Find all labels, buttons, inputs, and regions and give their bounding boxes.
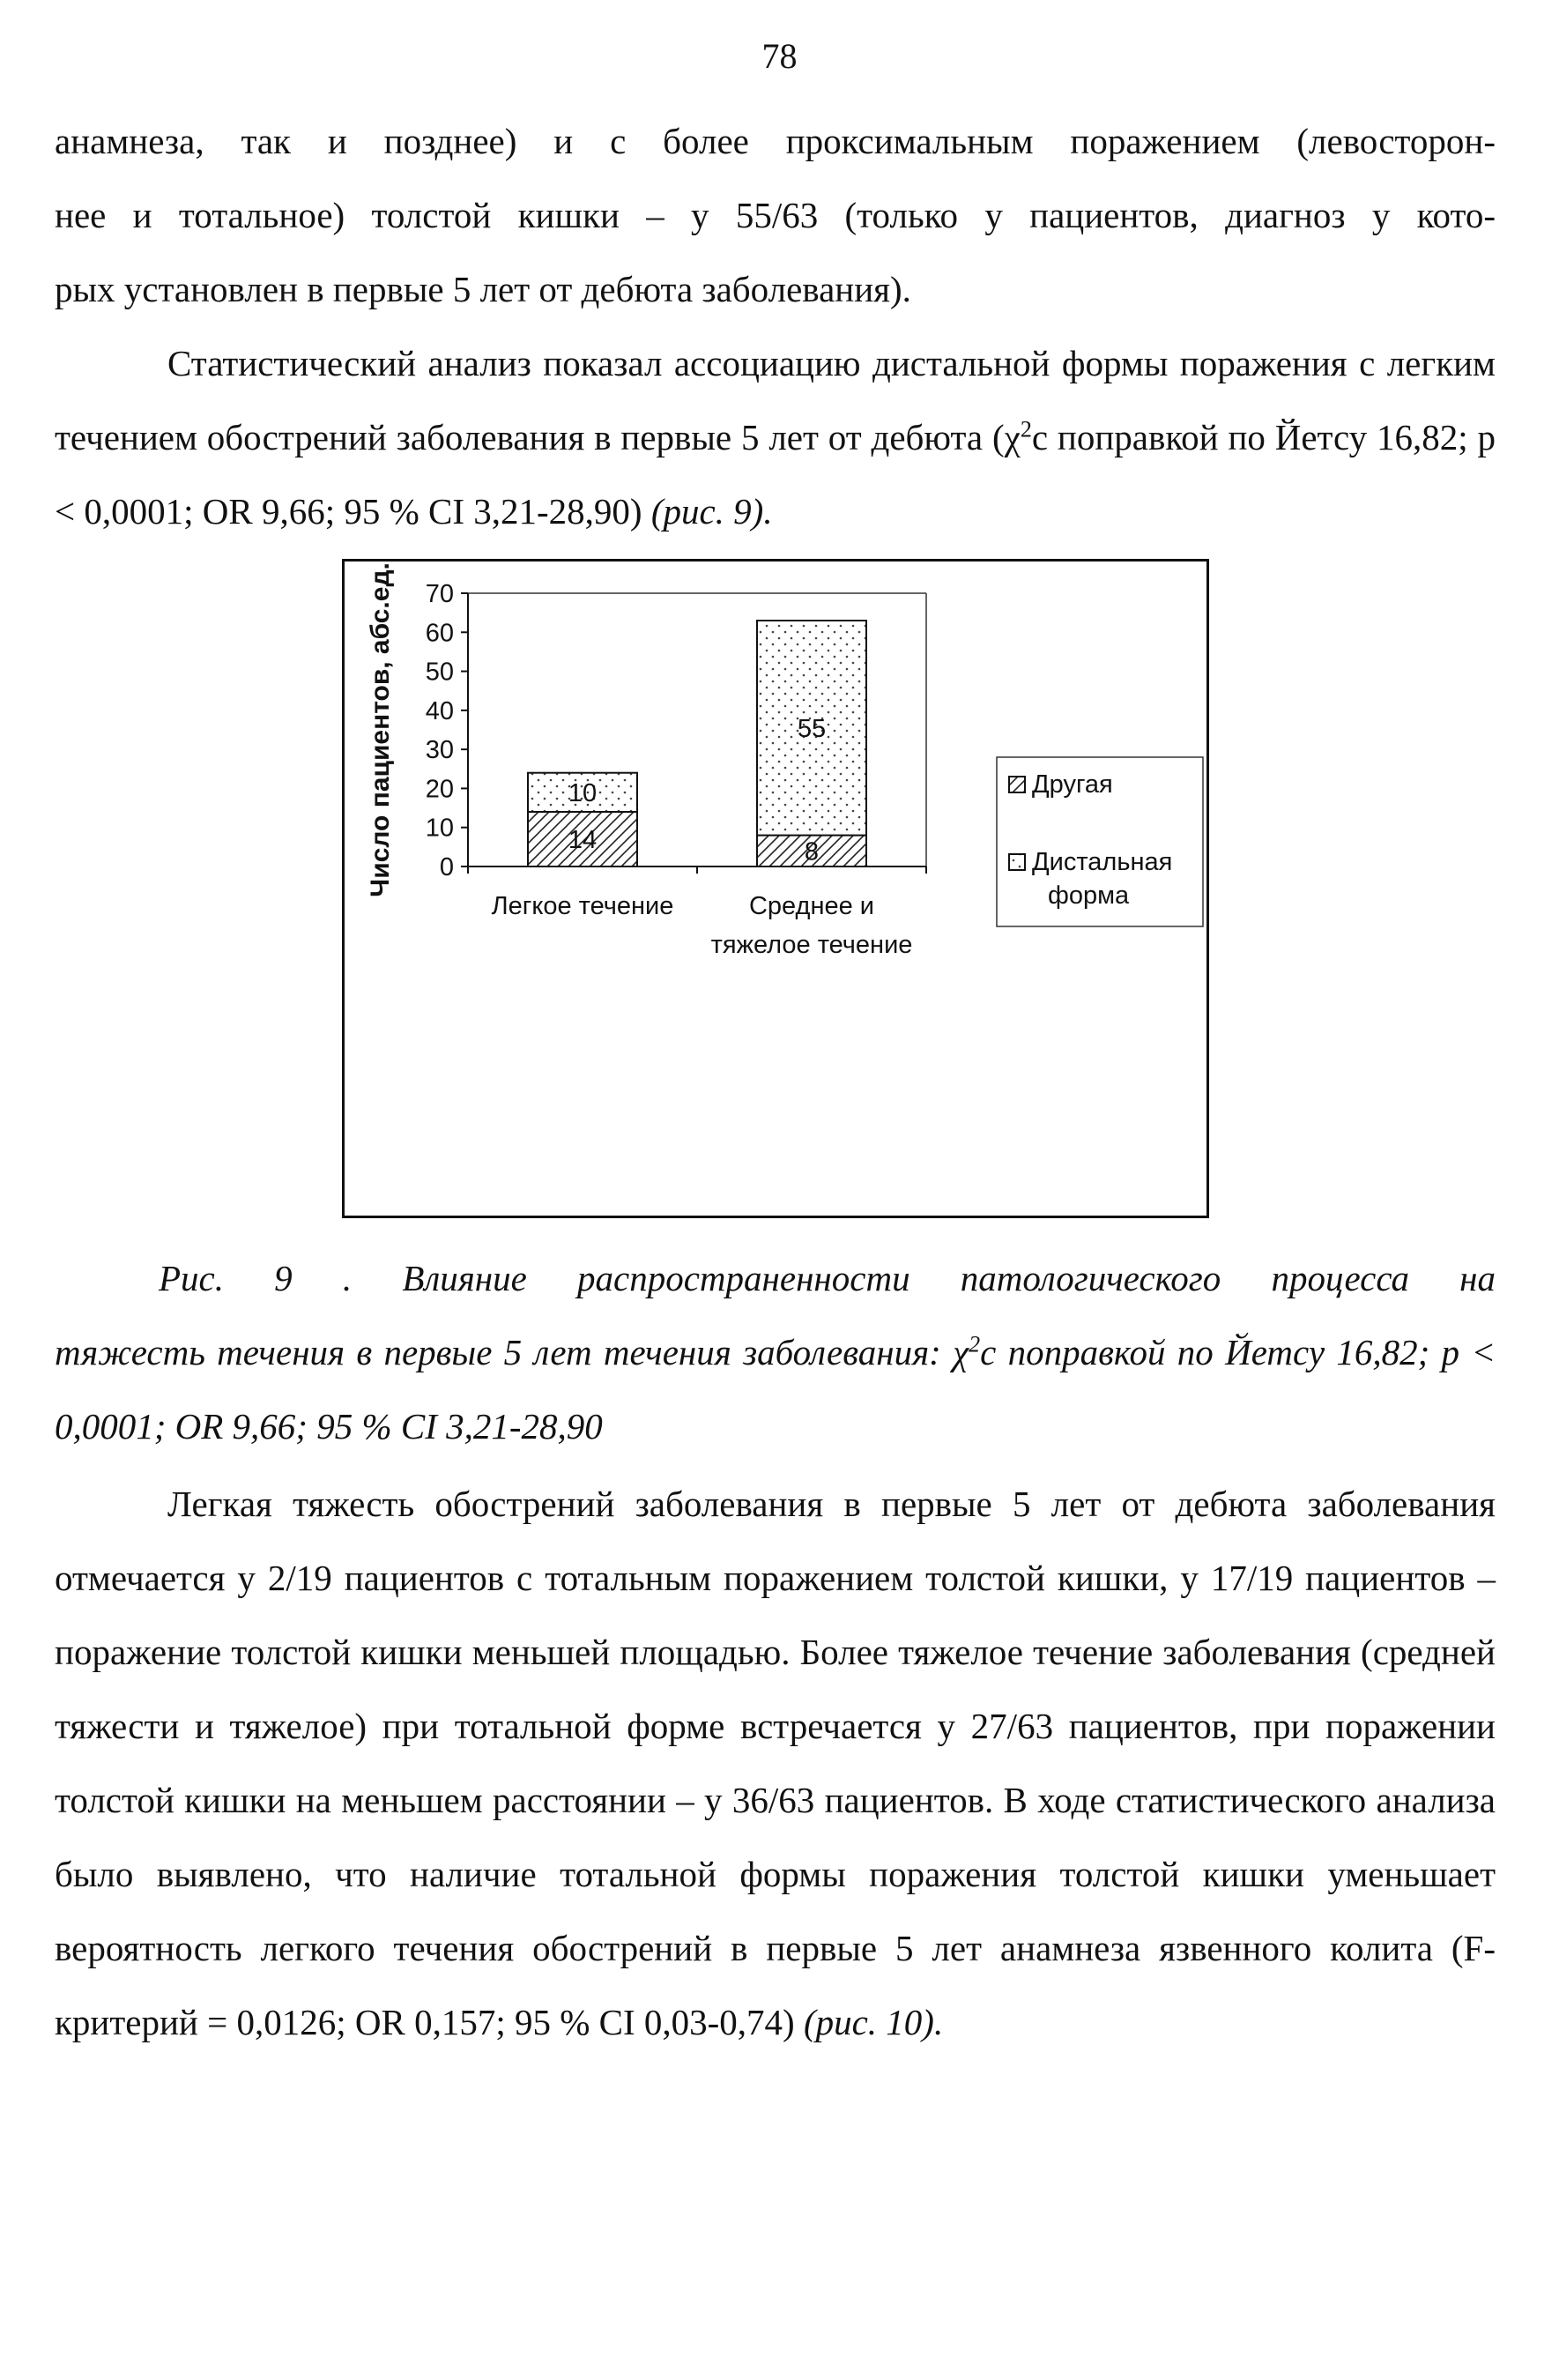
caption-text: с поправкой по Йетсу 16,82; p < 0,0001; OR 9,66; 95 % CI 3,21-28,90 [55, 1332, 1496, 1447]
x-category-label: Среднее и [748, 892, 875, 920]
paragraph-text: с поправкой по Йетсу 16,82; p < 0,0001; OR 9,66; 95 % CI 3,21-28,90) [55, 417, 1496, 532]
x-category-label: тяжелое течение [710, 931, 913, 959]
legend-label: форма [1048, 881, 1130, 910]
paragraph-line: рых установлен в первые 5 лет от дебюта заболевания). [55, 269, 911, 309]
y-tick-label: 60 [425, 619, 454, 648]
y-tick-label: 30 [425, 736, 454, 765]
figure-reference[interactable]: (рис. 9). [650, 491, 773, 532]
caption-line: Рис. 9 . Влияние распространенности патологического процесса на [159, 1258, 1496, 1298]
legend-label: Другая [1032, 770, 1113, 799]
y-tick-label: 40 [425, 696, 454, 725]
y-tick-label: 50 [425, 658, 454, 687]
data-label: 55 [797, 714, 827, 743]
paragraph-statistics [55, 326, 1496, 548]
page-number: 78 [761, 36, 798, 76]
legend-label: Дистальная [1032, 848, 1173, 876]
caption-text: тяжесть течения в первые 5 лет течения заболевания: χ [55, 1332, 969, 1372]
chi-superscript: 2 [1020, 416, 1032, 443]
paragraph-results [55, 1467, 1496, 2059]
y-axis-label: Число пациентов, абс.ед. [366, 562, 395, 897]
paragraph-continuation [55, 104, 1496, 326]
paragraph-line: нее и тотальное) толстой кишки – у 55/63 (только у пациентов, диагноз у кото- [55, 195, 1496, 235]
y-tick-label: 20 [425, 775, 454, 804]
paragraph-text: Легкая тяжесть обострений заболевания в первые 5 лет от дебюта заболевания отмечается у 2/19 пациентов с тотальным поражением толстой кишки, у 17/19 пациентов – поражение толстой кишки меньшей площадью. Более тяжелое течение заболевания (средней тяжести и тяжелое) при тотальной форме встречается у 27/63 пациентов, при поражении толстой кишки на меньшем расстоянии – у 36/63 пациентов. В ходе статистического анализа было выявлено, что наличие тотальной формы поражения толстой кишки уменьшает вероятность легкого течения обострений в первые 5 лет анамнеза язвенного колита (F-критерий = 0,0126; OR 0,157; 95 % CI 0,03-0,74) [55, 1484, 1496, 2042]
legend-swatch-other [1009, 777, 1025, 792]
y-tick-label: 10 [425, 814, 454, 843]
data-label: 10 [568, 778, 598, 807]
figure-reference[interactable]: (рис. 10). [803, 2002, 944, 2042]
data-label: 8 [804, 837, 820, 866]
plot-area [366, 562, 1203, 959]
stacked-bar-chart [345, 562, 1212, 1221]
figure-caption [55, 1241, 1496, 1463]
y-tick-label: 70 [425, 580, 454, 608]
legend-swatch-distal [1009, 854, 1025, 870]
data-label: 14 [568, 826, 598, 854]
paragraph-text: Статистический анализ показал ассоциацию дистальной формы поражения с легким течением обострений заболевания в первые 5 лет от дебюта (χ [55, 343, 1496, 457]
paragraph-line: анамнеза, так и позднее) и с более проксимальным поражением (левосторон- [55, 121, 1496, 161]
figure-frame [342, 559, 1209, 1218]
x-category-label: Легкое течение [491, 892, 674, 920]
y-tick-label: 0 [439, 853, 454, 881]
caption-superscript: 2 [969, 1331, 981, 1357]
